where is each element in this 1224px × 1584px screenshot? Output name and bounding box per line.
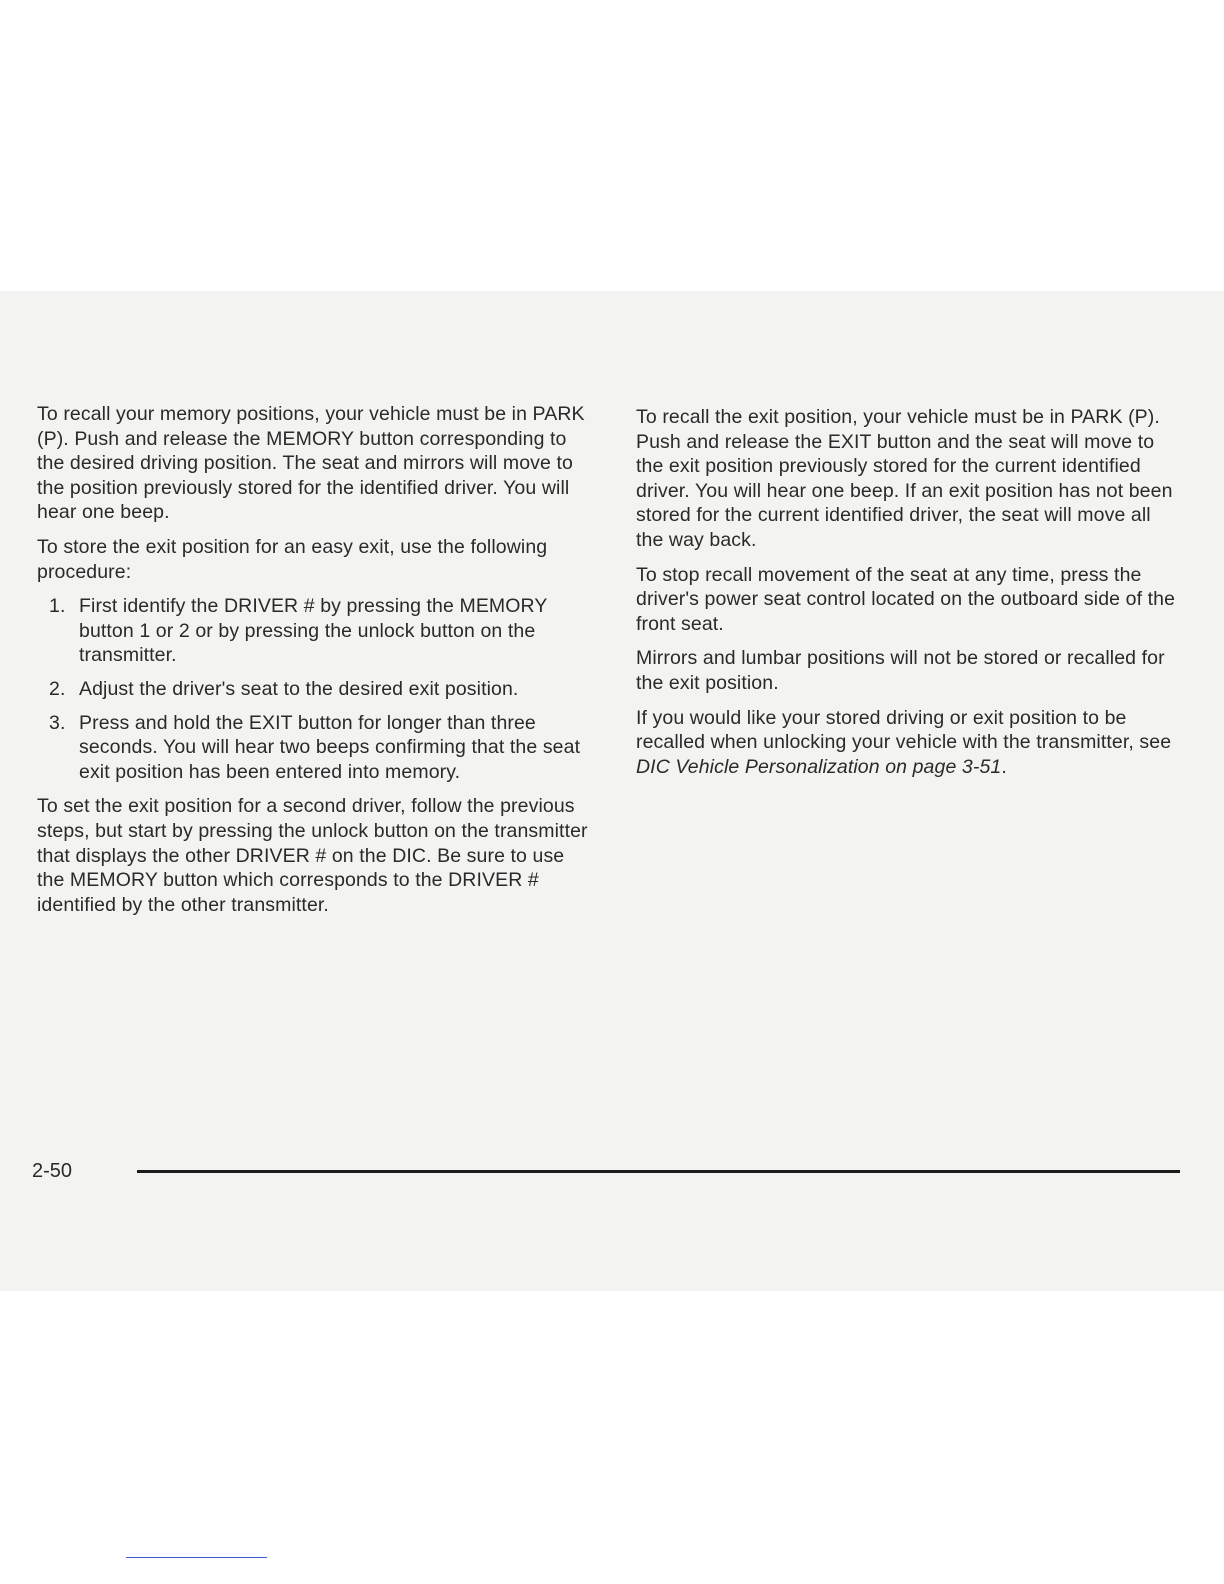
store-exit-intro-paragraph: To store the exit position for an easy exit, use the following procedure:: [37, 535, 548, 583]
right-column: [636, 405, 1181, 789]
memory-recall-paragraph: To recall your memory positions, your vehicle must be in PARK (P). Push and release the MEMORY button corresponding to the desired driving position. The seat and mirrors will move to the position previously stored for the identified driver. You will hear one beep.: [37, 403, 585, 524]
step-text: Adjust the driver's seat to the desired exit position.: [79, 677, 519, 700]
personalization-text: If you would like your stored driving or exit position to be recalled when unlocking your vehicle with the transmitter, see: [636, 706, 1172, 754]
personalization-paragraph: [636, 706, 1181, 780]
second-driver-paragraph: To set the exit position for a second driver, follow the previous steps, but start by pressing the unlock button on the transmitter that displays the other DRIVER # on the DIC. Be sure to use the MEMORY button which corresponds to the DRIVER # identified by the other transmitter.: [37, 795, 588, 916]
procedure-step: [37, 677, 597, 702]
page-number: 2-50: [32, 1160, 73, 1182]
procedure-step: [37, 594, 597, 668]
exit-recall-paragraph: To recall the exit position, your vehicle must be in PARK (P). Push and release the EXIT button and the seat will move to the exit position previously stored for the current identified driver. You will hear one beep. If an exit position has not been stored for the current identified driver, the seat will move all the way back.: [636, 406, 1173, 551]
step-number: 3.: [49, 711, 66, 734]
stop-recall-paragraph: To stop recall movement of the seat at any time, press the driver's power seat control located on the outboard side of the front seat.: [636, 563, 1176, 635]
step-number: 1.: [49, 595, 66, 618]
procedure-step: [37, 711, 597, 785]
left-column: [37, 402, 597, 927]
bottom-link-underline: [126, 1557, 267, 1558]
dic-personalization-link[interactable]: DIC Vehicle Personalization on page 3-51: [636, 755, 1002, 778]
step-number: 2.: [49, 677, 66, 700]
step-text: Press and hold the EXIT button for longer than three seconds. You will hear two beeps confirming that the seat exit position has been entered into memory.: [79, 711, 581, 783]
footer-rule: [137, 1170, 1180, 1173]
step-text: First identify the DRIVER # by pressing the MEMORY button 1 or 2 or by pressing the unlock button on the transmitter.: [79, 595, 548, 667]
mirrors-lumbar-paragraph: Mirrors and lumbar positions will not be stored or recalled for the exit position.: [636, 647, 1165, 694]
personalization-period: .: [1001, 755, 1007, 778]
exit-procedure-steps: [37, 594, 597, 784]
